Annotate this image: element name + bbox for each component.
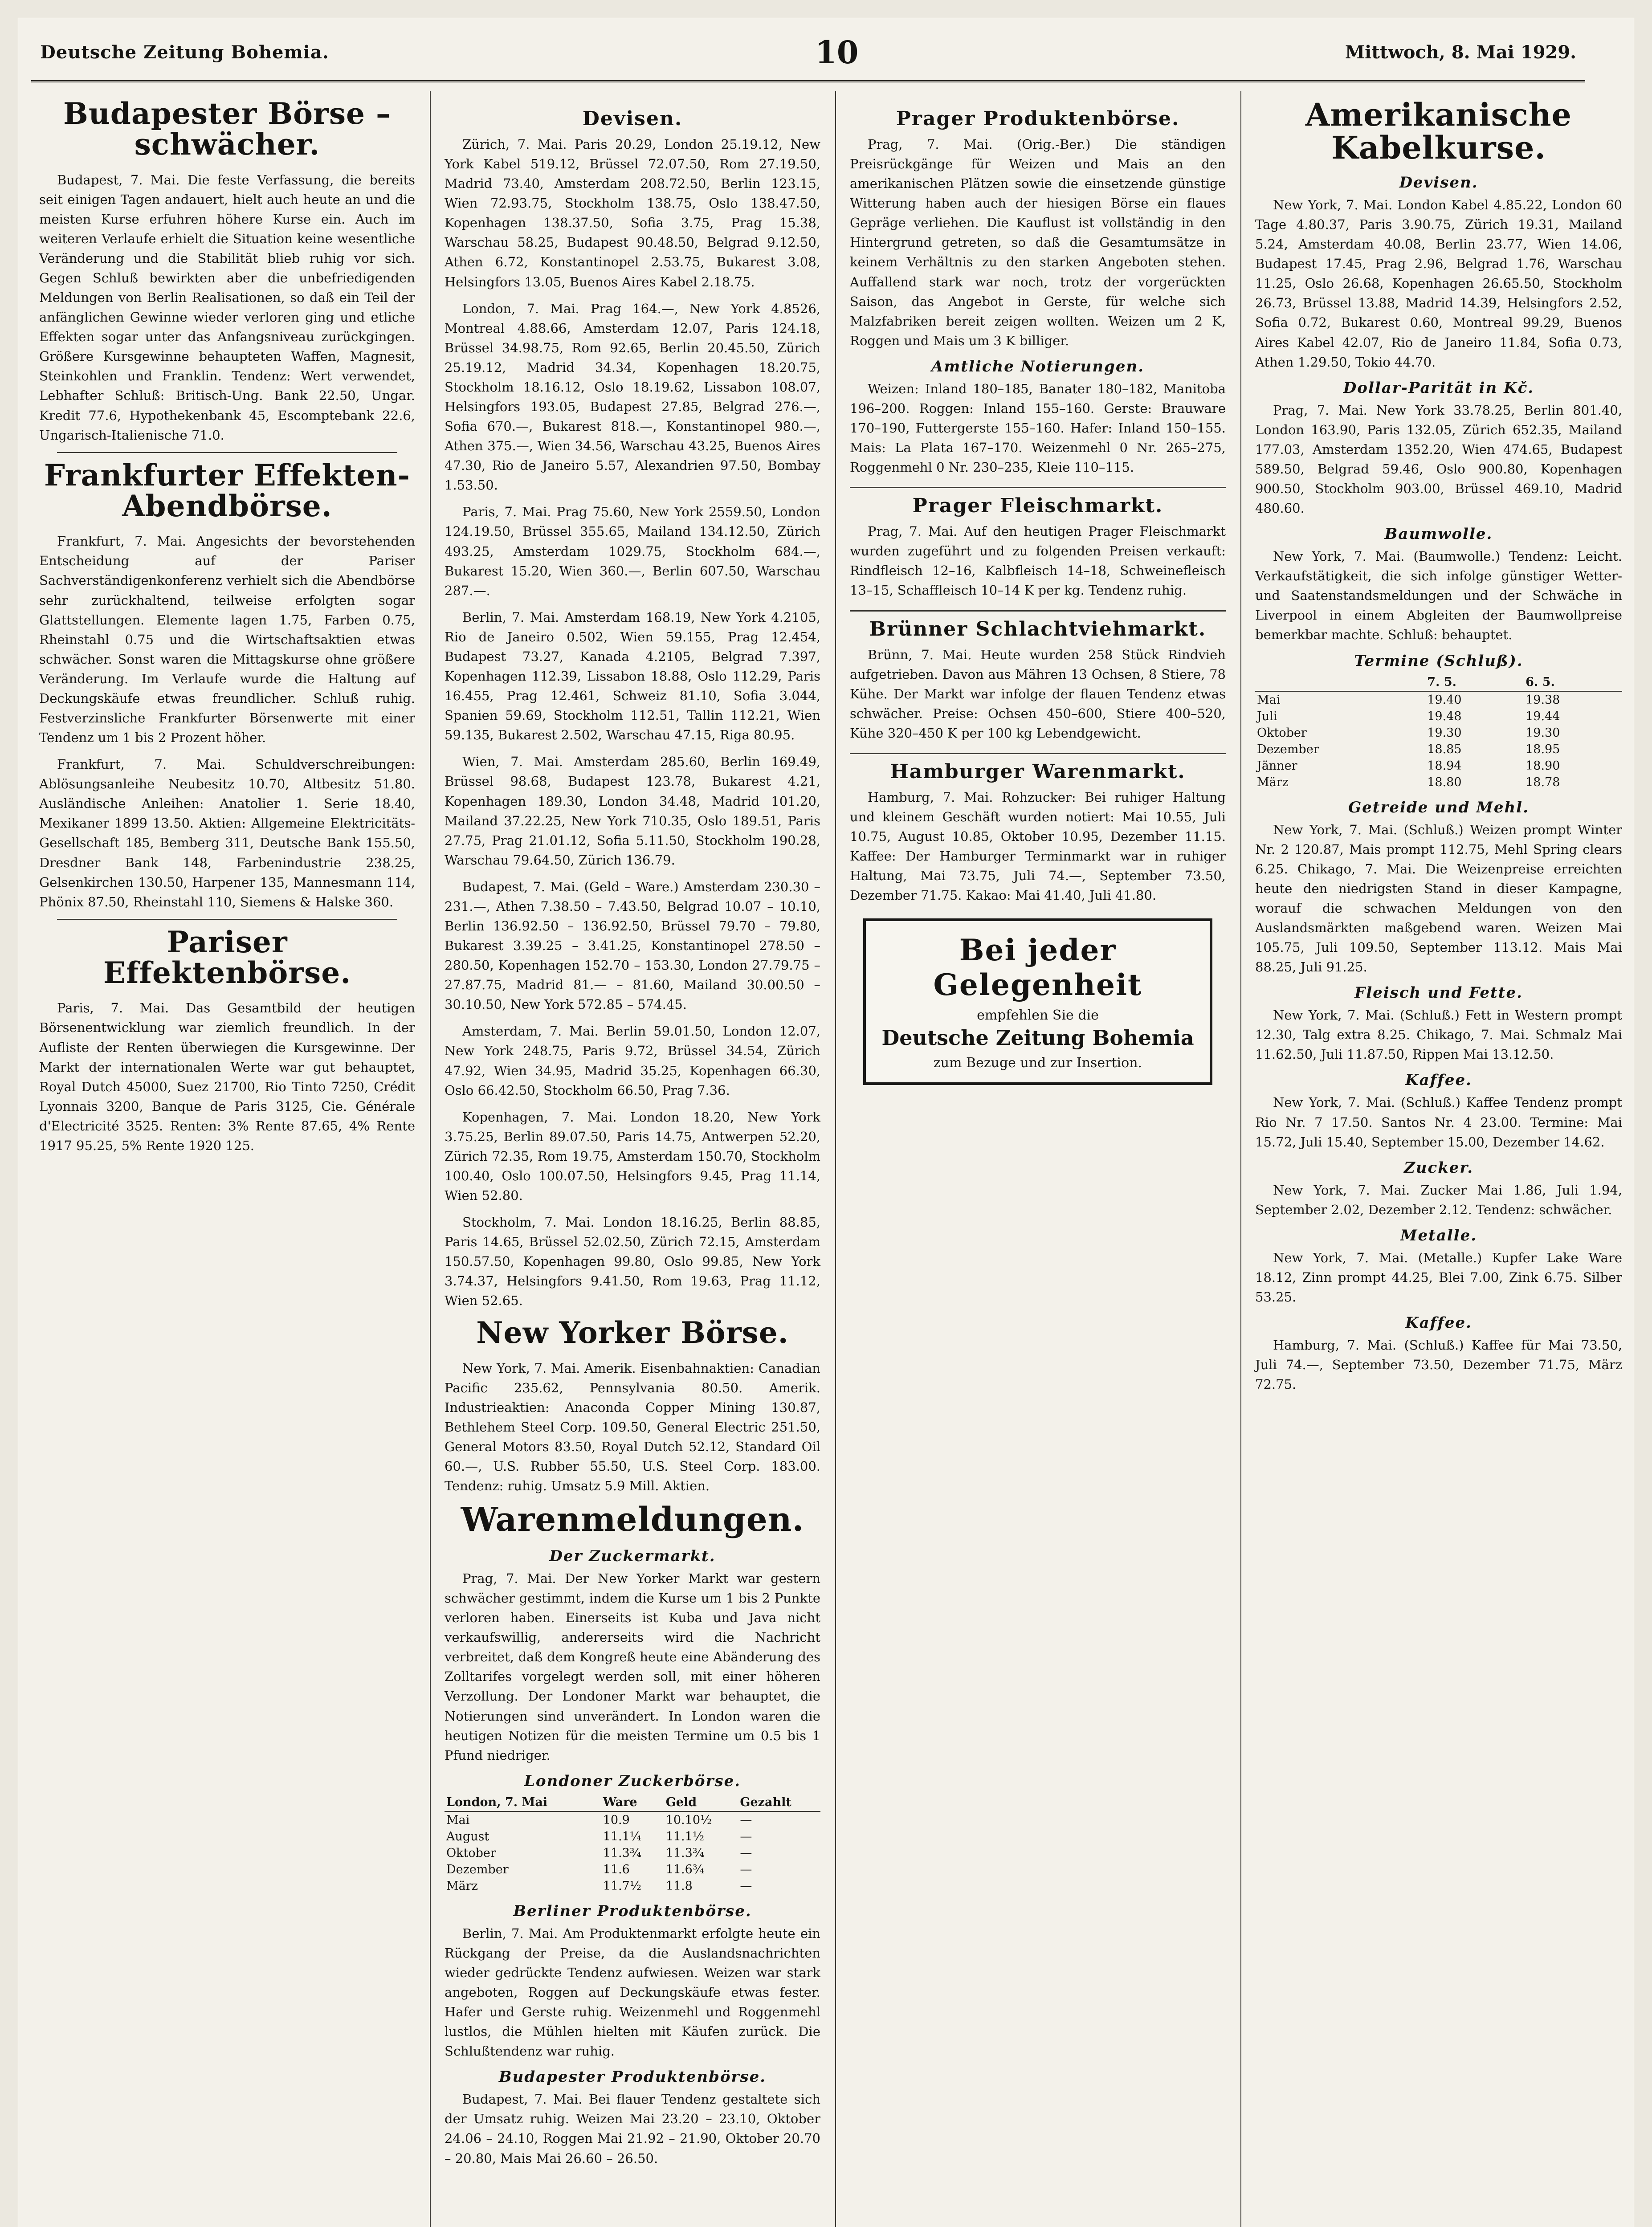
ad-headline: Bei jeder Gelegenheit	[933, 933, 1142, 1003]
table-cell: 11.7½	[603, 1879, 641, 1893]
table-row	[445, 1811, 820, 1828]
column-rule	[430, 91, 431, 2227]
article-new-york: New York, 7. Mai. Amerik. Eisenbahnaktien: Canadian Pacific 235.62, Pennsylvania 80.50. Amerik. Industrieaktien: Anaconda Copper Mining 130.87, Bethlehem Steel Corp. 109.50, General Electric 251.50, General Motors 83.50, Royal Dutch 52.12, Standard Oil 60.—, U.S. Rubber 55.50, U.S. Steel Corp. 183.00. Tendenz: ruhig. Umsatz 5.9 Mill. Aktien.	[445, 1360, 820, 1494]
devisen-zuerich: Zürich, 7. Mai. Paris 20.29, London 25.19.12, New York Kabel 519.12, Brüssel 72.07.50, Rom 27.19.50, Madrid 73.40, Amsterdam 208.72.50, Berlin 123.15, Wien 72.93.75, Stockholm 138.75, Oslo 138.47.50, Kopenhagen 138.37.50, Sofia 3.75, Prag 15.38, Warschau 58.25, Budapest 90.48.50, Belgrad 9.12.50, Athen 6.72, Konstantinopel 2.53.75, Bukarest 3.08, Helsingfors 13.05, Buenos Aires Kabel 2.18.75.	[445, 137, 820, 290]
table-header: Geld	[664, 1794, 738, 1811]
devisen-london: London, 7. Mai. Prag 164.—, New York 4.8526, Montreal 4.88.66, Amsterdam 12.07, Paris 124.18, Brüssel 34.98.75, Rom 92.65, Berlin 20.45.50, Zürich 25.19.12, Madrid 34.34, Kopenhagen 18.20.75, Stockholm 18.16.12, Oslo 18.19.62, Lissabon 108.07, Helsingfors 193.05, Budapest 27.85, Belgrad 276.—, Sofia 670.—, Bukarest 818.—, Konstantinopel 980.—, Athen 375.—, Wien 34.56, Warschau 43.25, Buenos Aires 47.30, Rio de Janeiro 5.57, Alexandrien 97.50, Bombay 1.53.50.	[445, 301, 820, 493]
article-dollar-paritaet: Prag, 7. Mai. New York 33.78.25, Berlin 801.40, London 163.90, Paris 132.05, Zürich 652.35, Mailand 177.03, Amsterdam 1352.20, Wien 474.65, Budapest 589.50, Belgrad 59.46, Oslo 900.80, Kopenhagen 900.50, Stockholm 903.00, Brüssel 469.10, Madrid 480.60.	[1255, 402, 1622, 516]
table-cell: 18.85	[1427, 742, 1462, 756]
table-cell: 19.30	[1427, 726, 1462, 740]
table-cell: Dezember	[446, 1862, 509, 1876]
table-cell: —	[740, 1846, 752, 1860]
subhead-hamburg-kaffee: Kaffee.	[1405, 1314, 1472, 1332]
table-row	[445, 1845, 820, 1861]
table-row	[445, 1828, 820, 1845]
table-cell: —	[740, 1879, 752, 1893]
subhead-zucker: Zucker.	[1403, 1158, 1474, 1177]
devisen-amsterdam: Amsterdam, 7. Mai. Berlin 59.01.50, London 12.07, New York 248.75, Paris 9.72, Brüssel 34.54, Zürich 47.92, Wien 34.95, Madrid 35.25, Kopenhagen 66.30, Oslo 66.42.50, Stockholm 66.50, Prag 7.36.	[445, 1024, 820, 1098]
table-cell: —	[740, 1829, 752, 1844]
headline-paris: Pariser Effektenbörse.	[103, 924, 351, 991]
table-cell: 19.44	[1526, 709, 1560, 723]
subhead-londoner-zucker: Londoner Zuckerbörse.	[524, 1772, 741, 1790]
table-cell: 18.90	[1526, 759, 1560, 773]
article-budapester-produkten: Budapest, 7. Mai. Bei flauer Tendenz gestaltete sich der Umsatz ruhig. Weizen Mai 23.20 – 23.10, Oktober 24.06 – 24.10, Roggen Mai 21.92 – 21.90, Oktober 20.70 – 20.80, Mais Mai 26.60 – 26.50.	[445, 2092, 820, 2166]
subhead-zuckermarkt: Der Zuckermarkt.	[549, 1547, 716, 1565]
subhead-metalle: Metalle.	[1400, 1226, 1477, 1244]
table-header: London, 7. Mai	[445, 1794, 601, 1811]
devisen-berlin: Berlin, 7. Mai. Amsterdam 168.19, New York 4.2105, Rio de Janeiro 0.502, Wien 59.155, Prag 12.454, Budapest 73.27, Kanada 4.2105, Belgrad 7.397, Kopenhagen 112.39, Lissabon 18.88, Oslo 112.29, Paris 16.455, Prag 12.461, Schweiz 81.10, Sofia 3.044, Spanien 59.69, Stockholm 112.51, Tallin 112.21, Wien 59.135, Bukarest 2.502, Warschau 47.15, Riga 80.95.	[445, 609, 820, 743]
divider	[57, 452, 397, 453]
table-row	[1255, 708, 1622, 725]
headline-prager-fleischmarkt: Prager Fleischmarkt.	[850, 487, 1226, 517]
article-amtliche-notierungen: Weizen: Inland 180–185, Banater 180–182, Manitoba 196–200. Roggen: Inland 155–160. Gerste: Brauware 170–190, Futtergerste 155–160. Hafer: Inland 150–155. Mais: La Plata 167–170. Weizenmehl 0 Nr. 265–275, Roggenmehl 0 Nr. 230–235, Kleie 110–115.	[850, 381, 1226, 475]
column-4	[1247, 91, 1630, 2227]
devisen-wien: Wien, 7. Mai. Amsterdam 285.60, Berlin 169.49, Brüssel 98.68, Budapest 123.78, Bukarest 4.21, Kopenhagen 189.30, London 34.48, Madrid 101.20, Mailand 37.22.25, New York 710.35, Oslo 189.51, Paris 27.75, Prag 21.01.12, Sofia 5.11.50, Stockholm 190.28, Warschau 79.64.50, Zürich 136.79.	[445, 754, 820, 868]
table-row	[445, 1861, 820, 1878]
table-cell: 11.3¾	[665, 1846, 704, 1860]
headline-bruenner-schlachtvieh: Brünner Schlachtviehmarkt.	[850, 610, 1226, 640]
article-bruenner-schlachtvieh: Brünn, 7. Mai. Heute wurden 258 Stück Rindvieh aufgetrieben. Davon aus Mähren 13 Ochsen, 8 Stiere, 78 Kühe. Der Markt war infolge der flauen Tendenz etwas schwächer. Preise: Ochsen 450–600, Stiere 400–520, Kühe 320–450 K per 100 kg Lebendgewicht.	[850, 647, 1226, 741]
cotton-futures-table	[1255, 673, 1622, 791]
article-hamburg-kaffee: Hamburg, 7. Mai. (Schluß.) Kaffee für Mai 73.50, Juli 74.—, September 73.50, Dezember 71.75, März 72.75.	[1255, 1338, 1622, 1392]
divider	[57, 919, 397, 920]
table-cell: 11.1½	[665, 1829, 704, 1844]
column-rule	[1240, 91, 1241, 2227]
devisen-paris: Paris, 7. Mai. Prag 75.60, New York 2559.50, London 124.19.50, Brüssel 355.65, Mailand 134.12.50, Zürich 493.25, Amsterdam 1029.75, Stockholm 684.—, Bukarest 15.20, Wien 360.—, Berlin 607.50, Warschau 287.—.	[445, 504, 820, 598]
subhead-termine: Termine (Schluß).	[1354, 652, 1523, 670]
table-cell: 19.30	[1526, 726, 1560, 740]
table-header: Ware	[601, 1794, 664, 1811]
table-cell: 10.10½	[665, 1813, 712, 1827]
devisen-budapest: Budapest, 7. Mai. (Geld – Ware.) Amsterdam 230.30 – 231.—, Athen 7.38.50 – 7.43.50, Belgrad 10.07 – 10.10, Berlin 136.92.50 – 136.92.50, Brüssel 79.70 – 79.80, Bukarest 3.39.25 – 3.41.25, Konstantinopel 278.50 – 280.50, Kopenhagen 152.70 – 153.30, London 27.79.75 – 27.87.75, Madrid 81.— – 81.60, Mailand 30.00.50 – 30.10.50, New York 572.85 – 574.45.	[445, 879, 820, 1012]
article-zucker: New York, 7. Mai. Zucker Mai 1.86, Juli 1.94, September 2.02, Dezember 2.12. Tendenz: schwächer.	[1255, 1182, 1622, 1217]
table-cell: Oktober	[446, 1846, 496, 1860]
subhead-kaffee: Kaffee.	[1405, 1071, 1472, 1089]
table-cell: 11.1¼	[603, 1829, 641, 1844]
headline-hamburger-warenmarkt: Hamburger Warenmarkt.	[850, 753, 1226, 783]
table-row	[1255, 758, 1622, 774]
table-cell: 11.8	[665, 1879, 693, 1893]
table-header: Gezahlt	[738, 1794, 820, 1811]
article-paris: Paris, 7. Mai. Das Gesamtbild der heutigen Börsenentwicklung war ziemlich freundlich. In der Aufliste der Renten überwiegen die Kursgewinne. Der Markt der internationalen Werte war gut behauptet, Royal Dutch 45000, Suez 21700, Rio Tinto 7250, Crédit Lyonnais 3200, Banque de Paris 3125, Cie. Générale d'Electricité 3525. Renten: 3% Rente 87.65, 4% Rente 1917 95.25, 5% Rente 1920 125.	[39, 1000, 415, 1153]
headline-amerikanische-kabelkurse: Amerikanische Kabelkurse.	[1305, 96, 1572, 166]
table-cell: 19.48	[1427, 709, 1462, 723]
headline-warenmeldungen: Warenmeldungen.	[461, 1501, 804, 1539]
table-cell: Mai	[1257, 693, 1281, 707]
table-cell: —	[740, 1862, 752, 1876]
table-cell: Juli	[1257, 709, 1277, 723]
article-metalle: New York, 7. Mai. (Metalle.) Kupfer Lake Ware 18.12, Zinn prompt 44.25, Blei 7.00, Zink 6.75. Silber 53.25.	[1255, 1250, 1622, 1305]
article-berliner-produkten: Berlin, 7. Mai. Am Produktenmarkt erfolgte heute ein Rückgang der Preise, da die Auslandsnachrichten wieder gedrückte Tendenz aufwiesen. Weizen war stark angeboten, Roggen auf Deckungskäufe etwas fester. Hafer und Gerste ruhig. Weizenmehl und Roggenmehl lustlos, die Mühlen hielten mit Käufen zurück. Die Schlußtendenz war ruhig.	[445, 1925, 820, 2059]
headline-frankfurt: Frankfurter Effekten-Abendbörse.	[44, 457, 410, 523]
table-cell: 11.6¾	[665, 1862, 704, 1876]
ad-line: empfehlen Sie die	[977, 1007, 1099, 1024]
table-cell: —	[740, 1813, 752, 1827]
subhead-dollar-paritaet: Dollar-Parität in Kč.	[1343, 379, 1534, 397]
subhead-baumwolle: Baumwolle.	[1384, 525, 1493, 543]
page-number: 10	[815, 34, 859, 71]
article-hamburger-warenmarkt: Hamburg, 7. Mai. Rohzucker: Bei ruhiger Haltung und kleinem Geschäft wurden notiert: Mai 10.55, Juli 10.75, August 10.85, Oktober 10.95, Dezember 11.15. Kaffee: Der Hamburger Terminmarkt war in ruhiger Haltung, Mai 73.75, Juli 74.—, September 73.50, Dezember 71.75. Kakao: Mai 41.40, Juli 41.80.	[850, 789, 1226, 903]
subhead-berliner-produkten: Berliner Produktenbörse.	[513, 1902, 752, 1920]
headline-prager-produkten: Prager Produktenbörse.	[896, 107, 1180, 130]
table-header	[1255, 673, 1425, 691]
table-cell: März	[446, 1879, 478, 1893]
article-frankfurt: Frankfurt, 7. Mai. Angesichts der bevorstehenden Entscheidung auf der Pariser Sachverständigenkonferenz verhielt sich die Abendbörse sehr zurückhaltend, teilweise erfolgten sogar Glattstellungen. Elemente lagen 1.75, Farben 0.75, Rheinstahl 0.75 und die Wirtschaftsaktien etwas schwächer. Sonst waren die Mittagskurse ohne größere Veränderung. Im Verlaufe wurde die Haltung auf Deckungskäufe etwas freundlicher. Schluß ruhig. Festverzinsliche Frankfurter Börsenwerte mit einer Tendenz um 1 bis 2 Prozent höher.	[39, 534, 415, 746]
table-cell: 19.38	[1526, 693, 1560, 707]
headline-devisen: Devisen.	[582, 107, 683, 130]
article-getreide: New York, 7. Mai. (Schluß.) Weizen prompt Winter Nr. 2 120.87, Mais prompt 112.75, Mehl Spring clears 6.25. Chikago, 7. Mai. Die Weizenpreise erreichten heute den niedrigsten Stand in dieser Kampagne, worauf die schwachen Meldungen von den Auslandsmärkten maßgebend waren. Weizen Mai 105.75, Juli 109.50, September 113.12. Mais Mai 88.25, Juli 91.25.	[1255, 822, 1622, 975]
subhead-getreide: Getreide und Mehl.	[1348, 798, 1529, 816]
ad-brand: Deutsche Zeitung Bohemia	[881, 1026, 1194, 1050]
sugar-price-table	[445, 1794, 820, 1894]
article-frankfurt-2: Frankfurt, 7. Mai. Schuldverschreibungen: Ablösungsanleihe Neubesitz 10.70, Altbesitz 51.80. Ausländische Anleihen: Anatolier 1. Serie 18.40, Mexikaner 1899 13.50. Aktien: Allgemeine Elektricitäts-Gesellschaft 185, Bemberg 311, Deutsche Bank 155.50, Dresdner Bank 148, Farbenindustrie 238.25, Gelsenkirchen 130.50, Harpener 135, Mannesmann 114, Phönix 87.50, Rheinstahl 110, Siemens & Halske 360.	[39, 757, 415, 910]
article-zuckermarkt: Prag, 7. Mai. Der New Yorker Markt war gestern schwächer gestimmt, indem die Kurse um 1 bis 2 Punkte verloren haben. Einerseits ist Kuba und Java nicht verkaufswillig, andererseits wird die Nachricht verbreitet, daß dem Kongreß heute eine Abänderung des Zolltarifes vorgelegt werden soll, mit einer höheren Verzollung. Der Londoner Markt war behauptet, die Notierungen sind unverändert. In London waren die heutigen Notizen für die meisten Termine um 0.5 bis 1 Pfund niedriger.	[445, 1570, 820, 1763]
article-devisen-new-york: New York, 7. Mai. London Kabel 4.85.22, London 60 Tage 4.80.37, Paris 3.90.75, Zürich 19.31, Mailand 5.24, Amsterdam 40.08, Berlin 23.77, Wien 14.06, Budapest 17.45, Prag 2.96, Belgrad 1.76, Warschau 11.25, Oslo 26.68, Kopenhagen 26.65.50, Stockholm 26.73, Brüssel 13.88, Madrid 14.39, Helsingfors 2.52, Sofia 0.72, Bukarest 0.60, Montreal 99.29, Buenos Aires Kabel 42.07, Rio de Janeiro 11.84, Sofia 0.73, Athen 1.29.50, Tokio 44.70.	[1255, 197, 1622, 370]
table-row	[1255, 774, 1622, 791]
article-kaffee: New York, 7. Mai. (Schluß.) Kaffee Tendenz prompt Rio Nr. 7 17.50. Santos Nr. 4 23.00. Termine: Mai 15.72, Juli 15.40, September 15.00, Dezember 14.62.	[1255, 1095, 1622, 1150]
table-row	[1255, 741, 1622, 758]
table-cell: 10.9	[603, 1813, 630, 1827]
article-fleisch-fette: New York, 7. Mai. (Schluß.) Fett in Western prompt 12.30, Talg extra 8.25. Chikago, 7. Mai. Schmalz Mai 11.62.50, Juli 11.87.50, Rippen Mai 13.12.50.	[1255, 1007, 1622, 1062]
issue-date: Mittwoch, 8. Mai 1929.	[1345, 42, 1576, 63]
article-prager-fleischmarkt: Prag, 7. Mai. Auf den heutigen Prager Fleischmarkt wurden zugeführt und zu folgenden Preisen verkauft: Rindfleisch 12–16, Kalbfleisch 14–18, Schweinefleisch 13–15, Schaffleisch 10–14 K per kg. Tendenz ruhig.	[850, 524, 1226, 598]
column-1	[31, 91, 423, 2227]
table-row	[445, 1878, 820, 1894]
table-cell: Dezember	[1257, 742, 1319, 756]
table-cell: 19.40	[1427, 693, 1462, 707]
ad-line: zum Bezuge und zur Insertion.	[933, 1055, 1142, 1071]
subhead-amtliche-notierungen: Amtliche Notierungen.	[931, 357, 1145, 375]
devisen-stockholm: Stockholm, 7. Mai. London 18.16.25, Berlin 88.85, Paris 14.65, Brüssel 52.02.50, Zürich 72.15, Amsterdam 150.57.50, Kopenhagen 99.80, Oslo 99.85, New York 3.74.37, Helsingfors 9.41.50, Rom 19.63, Prag 11.12, Wien 52.65.	[445, 1215, 820, 1309]
advertisement-box	[863, 918, 1212, 1085]
table-cell: 11.3¾	[603, 1846, 641, 1860]
column-2	[436, 91, 828, 2227]
subhead-devisen: Devisen.	[1399, 174, 1478, 192]
table-cell: Oktober	[1257, 726, 1307, 740]
table-cell: 18.78	[1526, 775, 1560, 789]
table-cell: Jänner	[1257, 759, 1297, 773]
headline-new-york: New Yorker Börse.	[476, 1315, 789, 1350]
masthead	[31, 31, 1585, 82]
column-rule	[835, 91, 836, 2227]
article-budapest: Budapest, 7. Mai. Die feste Verfassung, die bereits seit einigen Tagen andauert, hielt auch heute an und die meisten Kurse erfuhren höhere Kurse ein. Auch im weiteren Verlaufe erhielt die Situation keine wesentliche Veränderung und die Stabilität blieb ruhig vor sich. Gegen Schluß bewirkten aber die unbefriedigenden Meldungen von Berlin Realisationen, so daß ein Teil der anfänglichen Gewinne wieder verloren ging und etliche Effekten sogar unter das Anfangsniveau zurückgingen. Größere Kursgewinne behaupteten Waffen, Magnesit, Steinkohlen und Franklin. Tendenz: Wert verwendet, Lebhafter Schluß: Britisch-Ung. Bank 22.50, Ungar. Kredit 77.6, Hypothekenbank 45, Escomptebank 22.6, Ungarisch-Italienische 71.0.	[39, 172, 415, 443]
table-cell: August	[446, 1829, 489, 1844]
table-header: 7. 5.	[1425, 673, 1524, 691]
article-baumwolle: New York, 7. Mai. (Baumwolle.) Tendenz: Leicht. Verkaufstätigkeit, die sich infolge günstiger Wetter- und Saatenstandsmeldungen und der Schwäche in Liverpool in einem Abgleiten der Baumwollpreise bemerkbar machte. Schluß: behauptet.	[1255, 549, 1622, 643]
column-3	[842, 91, 1234, 2227]
table-cell: 18.94	[1427, 759, 1462, 773]
table-cell: 18.95	[1526, 742, 1560, 756]
subhead-budapester-produkten: Budapester Produktenbörse.	[498, 2068, 767, 2086]
table-cell: 11.6	[603, 1862, 630, 1876]
article-prager-produkten: Prag, 7. Mai. (Orig.-Ber.) Die ständigen Preisrückgänge für Weizen und Mais an den amerikanischen Plätzen sowie die einsetzende günstige Witterung haben auch der hiesigen Börse ein flaues Gepräge verliehen. Die Kauflust ist vollständig in den Hintergrund getreten, so daß die Gesamtumsätze in keinem Verhältnis zu den starken Angeboten stehen. Auffallend stark war noch, trotz der vorgerückten Saison, das Angebot in Gerste, für welche sich Malzfabriken bereit zeigen wollten. Weizen um 2 K, Roggen und Mais um 3 K billiger.	[850, 137, 1226, 348]
subhead-fleisch-fette: Fleisch und Fette.	[1354, 984, 1523, 1002]
table-row	[1255, 725, 1622, 741]
newspaper-name: Deutsche Zeitung Bohemia.	[40, 42, 329, 63]
table-cell: März	[1257, 775, 1289, 789]
table-row	[1255, 691, 1622, 708]
devisen-kopenhagen: Kopenhagen, 7. Mai. London 18.20, New York 3.75.25, Berlin 89.07.50, Paris 14.75, Antwerpen 52.20, Zürich 72.35, Rom 19.75, Amsterdam 150.70, Stockholm 100.40, Oslo 100.07.50, Helsingfors 9.45, Prag 11.14, Wien 52.80.	[445, 1109, 820, 1203]
table-header: 6. 5.	[1524, 673, 1622, 691]
headline-budapest-boerse: Budapester Börse – schwächer.	[63, 96, 391, 162]
table-cell: 18.80	[1427, 775, 1462, 789]
table-cell: Mai	[446, 1813, 470, 1827]
